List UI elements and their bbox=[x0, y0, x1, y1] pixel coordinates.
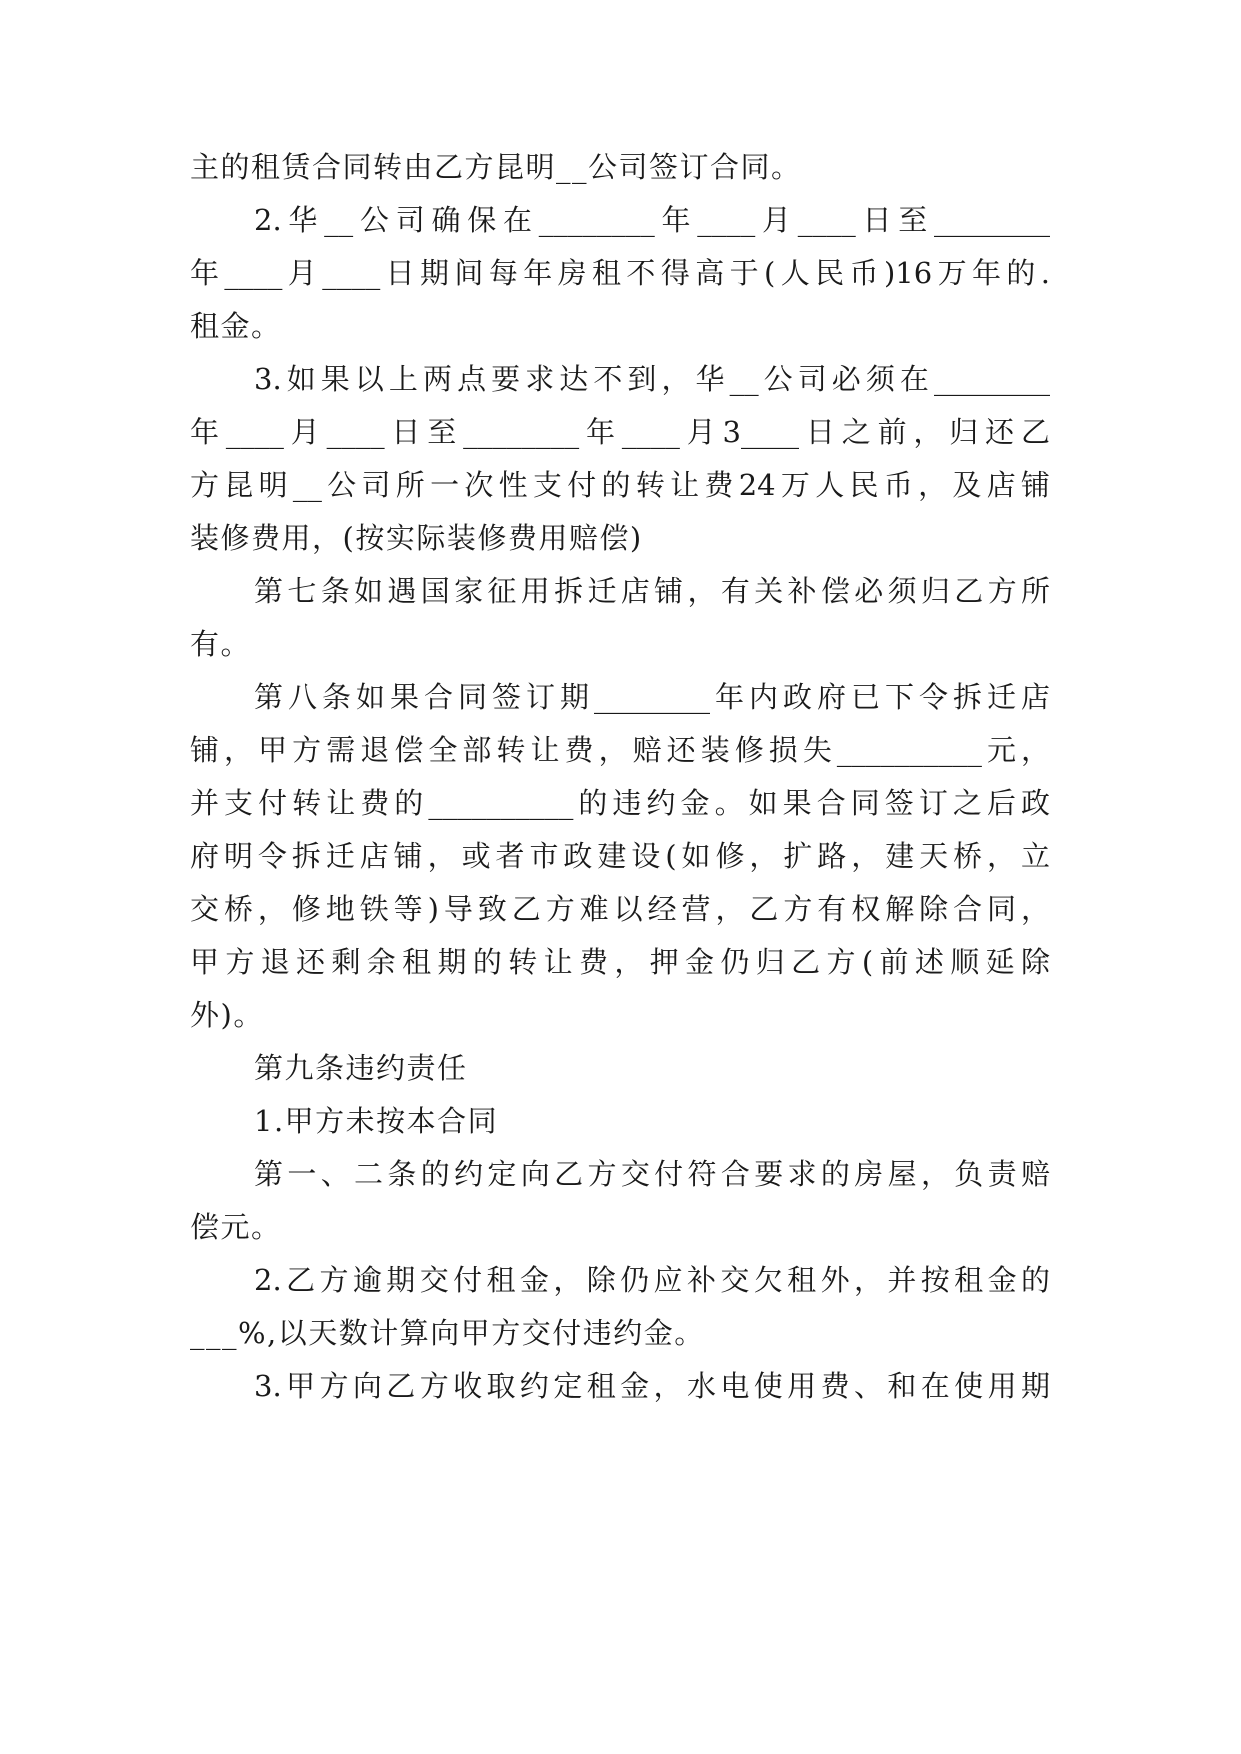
text-line: 装修费用，(按实际装修费用赔偿) bbox=[190, 521, 643, 555]
text-line: 年____月____日期间每年房租不得高于(人民币)16万年的. bbox=[190, 256, 1050, 290]
text-line: 主的租赁合同转由乙方昆明__公司签订合同。 bbox=[190, 150, 802, 184]
text-line: 2.乙方逾期交付租金，除仍应补交欠租外，并按租金的 bbox=[254, 1263, 1050, 1297]
section-heading: 第九条违约责任 bbox=[254, 1051, 468, 1085]
text-line: 铺，甲方需退偿全部转让费，赔还装修损失__________元， bbox=[190, 733, 1050, 767]
text-line: 租金。 bbox=[190, 309, 282, 343]
text-line: 交桥，修地铁等)导致乙方难以经营，乙方有权解除合同， bbox=[190, 892, 1050, 926]
text-line: 第八条如果合同签订期________年内政府已下令拆迁店 bbox=[254, 680, 1050, 714]
text-line: 第一、二条的约定向乙方交付符合要求的房屋，负责赔 bbox=[254, 1157, 1050, 1191]
text-line: 年____月____日至________年____月3____日之前，归还乙 bbox=[190, 415, 1050, 449]
text-line: 3.如果以上两点要求达不到，华__公司必须在________ bbox=[254, 362, 1050, 396]
text-line: 并支付转让费的__________的违约金。如果合同签订之后政 bbox=[190, 786, 1050, 820]
text-line: 1.甲方未按本合同 bbox=[254, 1104, 499, 1138]
text-line: 方昆明__公司所一次性支付的转让费24万人民币，及店铺 bbox=[190, 468, 1050, 502]
text-line: 有。 bbox=[190, 627, 252, 661]
text-line: 偿元。 bbox=[190, 1210, 282, 1244]
text-line: 2.华__公司确保在________年____月____日至________ bbox=[254, 203, 1050, 237]
text-line: ___%,以天数计算向甲方交付违约金。 bbox=[190, 1316, 705, 1350]
text-line: 府明令拆迁店铺，或者市政建设(如修，扩路，建天桥，立 bbox=[190, 839, 1050, 873]
text-line: 3.甲方向乙方收取约定租金，水电使用费、和在使用期 bbox=[254, 1369, 1050, 1403]
text-line: 甲方退还剩余租期的转让费，押金仍归乙方(前述顺延除 bbox=[190, 945, 1050, 979]
text-line: 第七条如遇国家征用拆迁店铺，有关补偿必须归乙方所 bbox=[254, 574, 1050, 608]
text-line: 外)。 bbox=[190, 998, 264, 1032]
